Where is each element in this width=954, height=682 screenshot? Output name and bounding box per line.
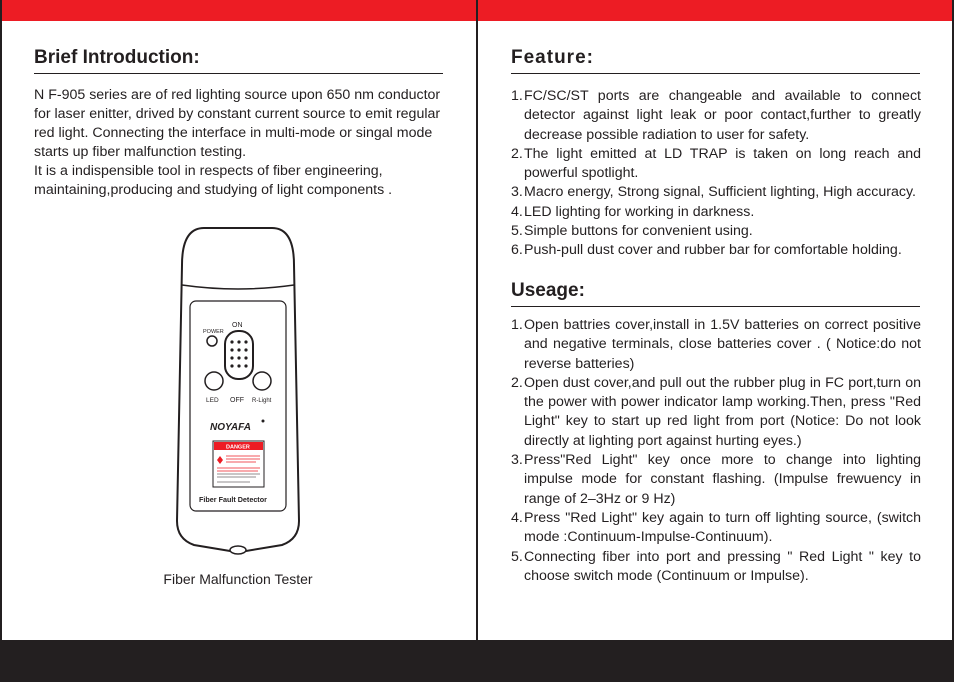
device-caption: Fiber Malfunction Tester — [163, 571, 313, 587]
usage-item: 3. Press"Red Light" key once more to change into lighting impulse mode for constant flashing. (Impulse frewuency in range of 2–3Hz or 9 Hz) — [511, 452, 921, 507]
feature-heading: Feature: — [511, 47, 594, 68]
intro-paragraph: N F-905 series are of red lighting source upon 650 nm conductor for laser enitter, drived by constant current source to emit regular red light. Connecting the interface in multi-mode or singal mode starts up fiber malfunction testing. — [34, 87, 441, 160]
center-divider — [476, 0, 478, 682]
usage-heading-rule — [511, 306, 920, 307]
usage-item: 5. Connecting fiber into port and pressing " Red Light " key to choose switch mode (Continuum or Impulse). — [511, 548, 921, 584]
intro-heading: Brief Introduction: — [34, 47, 200, 68]
usage-item: 4. Press "Red Light" key again to turn off lighting source, (switch mode :Continuum-Impulse-Continuum). — [511, 509, 921, 546]
feature-item: 2. The light emitted at LD TRAP is taken on long reach and powerful spotlight. — [511, 145, 921, 182]
rlight-button — [253, 372, 271, 390]
feature-item: 5. Simple buttons for convenient using. — [511, 223, 753, 240]
usage-heading: Useage: — [511, 280, 585, 301]
led-button — [205, 372, 223, 390]
feature-item: 4. LED lighting for working in darkness. — [511, 203, 755, 220]
intro-text — [34, 86, 450, 200]
off-label: OFF — [230, 397, 244, 404]
intro-paragraph: It is a indispensible tool in respects of fiber engineering, maintaining,producing and studying of light components . — [34, 163, 393, 198]
feature-item: 3. Macro energy, Strong signal, Sufficient lighting, High accuracy. — [511, 184, 916, 201]
product-name-label: Fiber Fault Detector — [199, 495, 267, 504]
power-indicator-lamp — [207, 336, 217, 346]
usage-list — [511, 316, 921, 586]
feature-heading-rule — [511, 73, 920, 74]
intro-heading-rule — [34, 73, 443, 74]
feature-list — [511, 87, 921, 261]
fiber-tester-illustration — [170, 225, 306, 563]
feature-item: 6. Push-pull dust cover and rubber bar for comfortable holding. — [511, 242, 902, 259]
rlight-label: R-Light — [252, 398, 272, 404]
usage-item: 2. Open dust cover,and pull out the rubber plug in FC port,turn on the power with power indicator lamp working.Then, press "Red Light" key to start up red light from port (Notice: Do not look directly at lighting port against hurting eyes.) — [511, 374, 921, 449]
lanyard-hole — [230, 546, 246, 554]
mode-switch — [225, 331, 253, 379]
led-label: LED — [206, 397, 219, 404]
power-label: POWER — [203, 329, 224, 335]
usage-item: 1. Open battries cover,install in 1.5V batteries on correct positive and negative terminals, close batteries cover . ( Notice:do not reverse batteries) — [511, 317, 921, 372]
on-label: ON — [232, 322, 243, 329]
danger-text: DANGER — [226, 444, 250, 451]
feature-item: 1. FC/SC/ST ports are changeable and available to connect detector against light leak or poor contact,further to greatly decrease possible radiation to user for safety. — [511, 88, 921, 143]
brand-logo: NOYAFA — [210, 422, 251, 433]
left-border — [0, 0, 2, 682]
